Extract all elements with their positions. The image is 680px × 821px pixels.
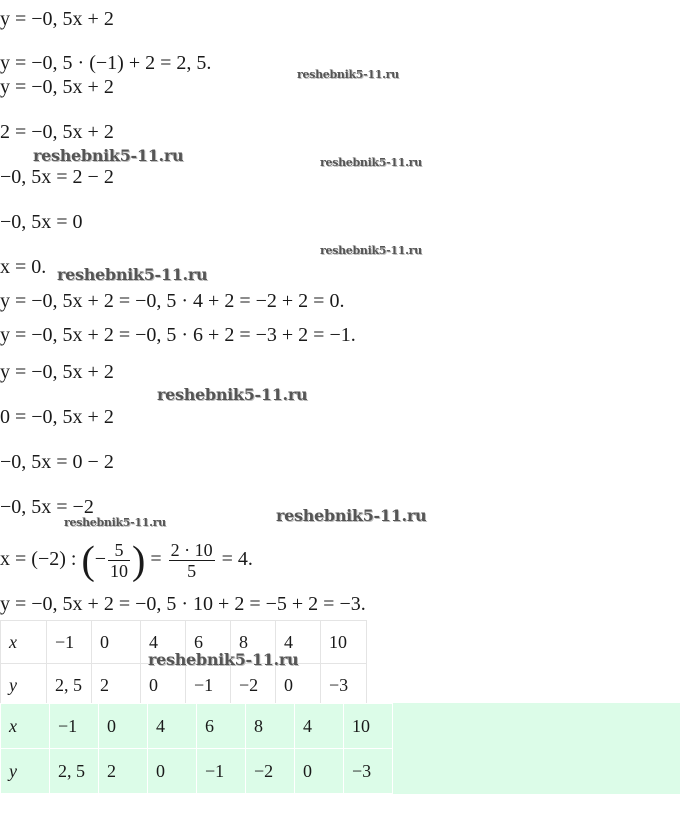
equation-line-9: y = −0, 5x + 2 = −0, 5 · 6 + 2 = −3 + 2 = −1. xyxy=(0,324,356,346)
table-cell: 2, 5 xyxy=(47,664,92,707)
fraction-rhs: = 4. xyxy=(221,548,253,570)
table-cell: 8 xyxy=(231,621,276,664)
table-cell: y xyxy=(1,749,50,794)
equation-line-4: 2 = −0, 5x + 2 xyxy=(0,121,114,143)
table-cell: 4 xyxy=(295,704,344,749)
table-cell: 10 xyxy=(344,704,393,749)
equation-line-1: y = −0, 5x + 2 xyxy=(0,8,114,30)
table-cell: 4 xyxy=(276,621,321,664)
table-filler xyxy=(393,749,680,794)
equation-line-10: y = −0, 5x + 2 xyxy=(0,361,114,383)
table-cell: 4 xyxy=(141,621,186,664)
equation-line-final: y = −0, 5x + 2 = −0, 5 · 10 + 2 = −5 + 2 = −3. xyxy=(0,593,366,615)
watermark-text: reshebnik5-11.ru xyxy=(64,516,166,529)
table-cell: x xyxy=(1,704,50,749)
table-cell: 0 xyxy=(92,621,141,664)
table-cell: 6 xyxy=(197,704,246,749)
equation-line-8: y = −0, 5x + 2 = −0, 5 · 4 + 2 = −2 + 2 = 0. xyxy=(0,290,345,312)
table-cell: −3 xyxy=(321,664,367,707)
table-cell: 0 xyxy=(141,664,186,707)
table-cell: 4 xyxy=(148,704,197,749)
fraction-numerator: 5 xyxy=(108,540,130,561)
equation-line-13: −0, 5x = −2 xyxy=(0,496,94,518)
fraction-lhs: x = (−2) : xyxy=(0,548,77,570)
watermark-text: reshebnik5-11.ru xyxy=(320,244,422,257)
table-row-x xyxy=(1,704,680,749)
table-cell: 0 xyxy=(148,749,197,794)
table-cell: −3 xyxy=(344,749,393,794)
watermark-text: reshebnik5-11.ru xyxy=(148,650,299,669)
table-cell: −2 xyxy=(246,749,295,794)
table-cell: −1 xyxy=(197,749,246,794)
table-cell: 2, 5 xyxy=(50,749,99,794)
table-cell: 0 xyxy=(295,749,344,794)
watermark-text: reshebnik5-11.ru xyxy=(297,68,399,81)
table-cell: x xyxy=(1,621,47,664)
table-cell: 10 xyxy=(321,621,367,664)
equation-line-3: y = −0, 5x + 2 xyxy=(0,76,114,98)
equation-line-12: −0, 5x = 0 − 2 xyxy=(0,451,114,473)
fraction-20-5 xyxy=(169,540,215,581)
table-row-y xyxy=(1,749,680,794)
watermark-text: reshebnik5-11.ru xyxy=(320,156,422,169)
table-cell: 2 xyxy=(99,749,148,794)
watermark-text: reshebnik5-11.ru xyxy=(157,385,308,404)
fraction-equals: = xyxy=(150,548,162,570)
watermark-text: reshebnik5-11.ru xyxy=(33,146,184,165)
equation-line-5: −0, 5x = 2 − 2 xyxy=(0,166,114,188)
table-filler xyxy=(393,704,680,749)
table-cell: 6 xyxy=(186,621,231,664)
table-cell: 0 xyxy=(99,704,148,749)
watermark-text: reshebnik5-11.ru xyxy=(57,265,208,284)
equation-line-6: −0, 5x = 0 xyxy=(0,211,83,233)
fraction-denominator: 10 xyxy=(110,560,129,581)
values-table-highlighted xyxy=(0,703,680,794)
fraction-equation xyxy=(0,532,253,586)
table-cell: y xyxy=(1,664,47,707)
table-cell: 0 xyxy=(276,664,321,707)
right-paren: ) xyxy=(132,537,146,583)
table-cell: 8 xyxy=(246,704,295,749)
table-cell: −1 xyxy=(47,621,92,664)
table-cell: −1 xyxy=(50,704,99,749)
fraction-denominator: 5 xyxy=(187,560,197,581)
table-row-y xyxy=(1,664,367,707)
fraction-5-10 xyxy=(108,540,130,581)
fraction-numerator: 2 · 10 xyxy=(170,539,213,560)
equation-line-7: x = 0. xyxy=(0,256,47,278)
equation-line-11: 0 = −0, 5x + 2 xyxy=(0,406,114,428)
fraction-inner-sign: − xyxy=(94,548,107,570)
table-cell: 2 xyxy=(92,664,141,707)
table-cell: −1 xyxy=(186,664,231,707)
watermark-text: reshebnik5-11.ru xyxy=(276,506,427,525)
left-paren: ( xyxy=(81,537,95,583)
equation-line-2: y = −0, 5 · (−1) + 2 = 2, 5. xyxy=(0,52,212,74)
table-cell: −2 xyxy=(231,664,276,707)
